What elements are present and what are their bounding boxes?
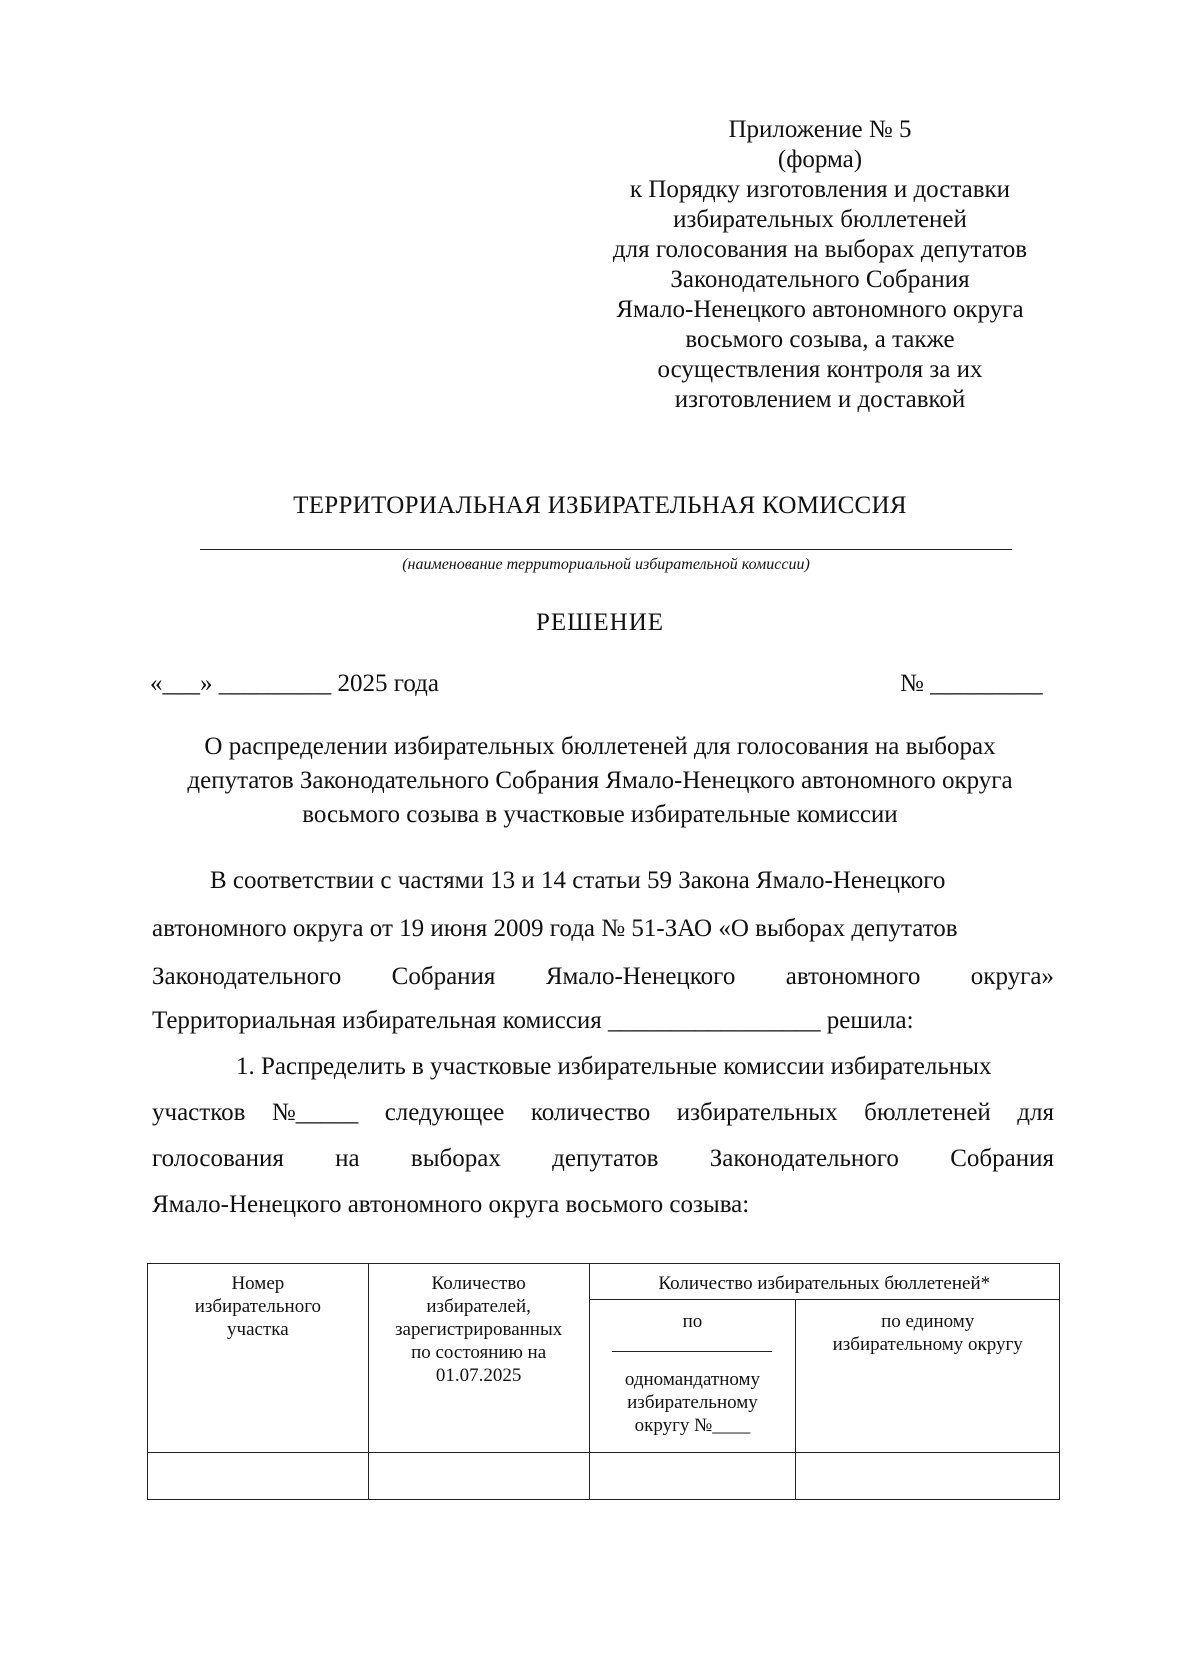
table-cell[interactable] <box>148 1453 369 1500</box>
decision-number: № _________ <box>900 670 1043 697</box>
word: избирательных <box>676 1099 838 1126</box>
word: бюллетеней <box>864 1099 991 1126</box>
body-line: автономного округа от 19 июня 2009 года № 51-ЗАО «О выборах депутатов <box>152 915 958 942</box>
decision-title: РЕШЕНИЕ <box>535 609 665 636</box>
word: Ямало-Ненецкого <box>545 963 736 990</box>
word: выборах <box>410 1145 501 1172</box>
appendix-line: к Порядку изготовления и доставки <box>629 176 1011 203</box>
header-single-mandate: по одномандатному избирательному округу №____ <box>589 1300 796 1453</box>
word: округа» <box>970 963 1054 990</box>
commission-name-caption: (наименование территориальной избирательной комиссии) <box>402 556 810 573</box>
subject-line: восьмого созыва в участковые избирательные комиссии <box>302 801 898 828</box>
appendix-line: Законодательного Собрания <box>670 266 970 293</box>
appendix-line: для голосования на выборах депутатов <box>612 236 1028 263</box>
ballot-allocation-table <box>147 1263 1060 1500</box>
district-name-blank <box>612 1337 772 1352</box>
table-cell[interactable] <box>796 1453 1060 1500</box>
commission-name-blank <box>200 549 1012 550</box>
word: Собрания <box>950 1145 1054 1172</box>
word: количество <box>530 1099 651 1126</box>
body-line: Территориальная избирательная комиссия _________________ решила: <box>152 1007 914 1034</box>
table-row <box>148 1453 1060 1500</box>
body-line: В соответствии с частями 13 и 14 статьи 59 Закона Ямало-Ненецкого <box>210 867 946 894</box>
header-voters-count: Количество избирателей, зарегистрированных по состоянию на 01.07.2025 <box>368 1264 589 1453</box>
appendix-line: восьмого созыва, а также <box>685 326 955 353</box>
appendix-line: Приложение № 5 <box>728 116 912 143</box>
word: №_____ <box>271 1099 359 1126</box>
word: депутатов <box>552 1145 659 1172</box>
word: автономного <box>785 963 921 990</box>
table-cell[interactable] <box>589 1453 796 1500</box>
table-header-row <box>148 1264 1060 1300</box>
word: Собрания <box>391 963 496 990</box>
body-line: 1. Распределить в участковые избирательные комиссии избирательных <box>236 1053 992 1080</box>
header-ballots-count: Количество избирательных бюллетеней* <box>589 1264 1059 1300</box>
appendix-header <box>590 115 1050 415</box>
word: Законодательного <box>152 963 342 990</box>
subject-line: О распределении избирательных бюллетеней для голосования на выборах <box>204 733 996 760</box>
word: голосования <box>152 1145 284 1172</box>
decision-subject <box>150 730 1050 832</box>
appendix-line: (форма) <box>777 146 863 173</box>
word: на <box>335 1145 360 1172</box>
body-line-justified <box>152 1145 1054 1173</box>
word: для <box>1017 1099 1054 1126</box>
appendix-line: изготовлением и доставкой <box>674 386 966 413</box>
word: участков <box>152 1099 246 1126</box>
header-precinct-number: Номер избирательного участка <box>148 1264 369 1453</box>
word: следующее <box>384 1099 505 1126</box>
decision-date: «___» _________ 2025 года <box>150 670 439 697</box>
table-cell[interactable] <box>368 1453 589 1500</box>
body-line-justified <box>152 1099 1054 1127</box>
header-unified-district: по единому избирательному округу <box>796 1300 1060 1453</box>
subject-line: депутатов Законодательного Собрания Ямало-Ненецкого автономного округа <box>187 767 1013 794</box>
body-line-justified <box>152 963 1054 991</box>
body-line: Ямало-Ненецкого автономного округа восьмого созыва: <box>152 1191 750 1218</box>
appendix-line: избирательных бюллетеней <box>673 206 967 233</box>
appendix-line: Ямало-Ненецкого автономного округа <box>616 296 1024 323</box>
appendix-line: осуществления контроля за их <box>657 356 983 383</box>
word: Законодательного <box>709 1145 899 1172</box>
commission-title: ТЕРРИТОРИАЛЬНАЯ ИЗБИРАТЕЛЬНАЯ КОМИССИЯ <box>293 492 907 519</box>
